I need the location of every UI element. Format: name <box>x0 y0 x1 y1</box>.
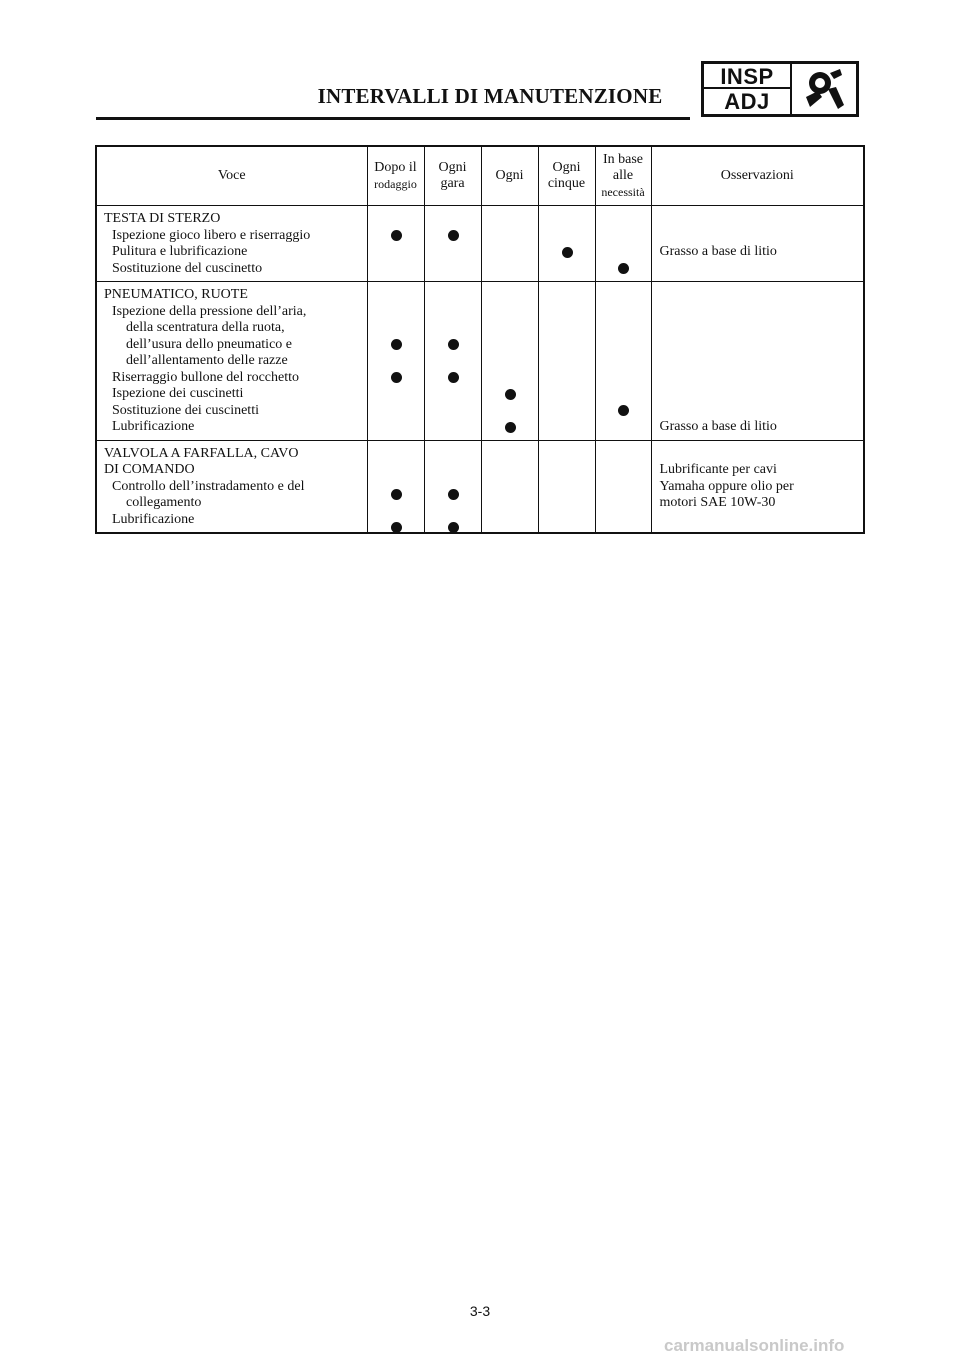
dopo-rodaggio-cell <box>367 440 424 533</box>
in-base-necessita-cell <box>595 206 651 282</box>
item-task: Sostituzione dei cuscinetti <box>112 402 259 418</box>
header-ogni-gara: Ogni gara <box>424 146 481 206</box>
maintenance-dot <box>448 489 459 500</box>
item-heading: TESTA DI STERZO <box>104 211 221 226</box>
in-base-necessita-cell <box>595 282 651 441</box>
remark-text: motori SAE 10W-30 <box>659 495 776 510</box>
maintenance-dot <box>505 422 516 433</box>
item-task: Ispezione dei cuscinetti <box>112 386 244 401</box>
voce-cell <box>96 206 367 282</box>
item-heading: VALVOLA A FARFALLA, CAVO <box>104 445 299 461</box>
maintenance-dot <box>448 339 459 350</box>
section-badge <box>701 61 859 117</box>
page-title: INTERVALLI DI MANUTENZIONE <box>317 84 663 108</box>
maintenance-dot <box>391 230 402 241</box>
header-ogni: Ogni <box>481 146 538 206</box>
dopo-rodaggio-cell <box>367 282 424 441</box>
table-row <box>96 206 864 282</box>
ogni-cinque-cell <box>538 282 595 441</box>
voce-cell <box>96 440 367 533</box>
maintenance-dot <box>391 489 402 500</box>
wrench-inspection-icon <box>800 67 848 111</box>
item-task: Lubrificazione <box>112 511 195 527</box>
item-task: Ispezione gioco libero e riserraggio <box>112 227 311 243</box>
ogni-cell <box>481 440 538 533</box>
ogni-gara-cell <box>424 440 481 533</box>
badge-text-column <box>704 64 792 114</box>
item-task-continued: della scentratura della ruota, <box>126 320 285 335</box>
remark-text: Yamaha oppure olio per <box>659 478 794 494</box>
header-rule <box>96 117 690 120</box>
ogni-cinque-cell <box>538 206 595 282</box>
header-osservazioni: Osservazioni <box>651 146 864 206</box>
table-row <box>96 440 864 533</box>
maintenance-dot <box>505 389 516 400</box>
osservazioni-cell <box>651 206 864 282</box>
item-heading: DI COMANDO <box>104 462 195 477</box>
item-task: Ispezione della pressione dell’aria, <box>112 303 307 319</box>
item-task: Riserraggio bullone del rocchetto <box>112 369 299 385</box>
voce-cell <box>96 282 367 441</box>
maintenance-dot <box>618 405 629 416</box>
table-row <box>96 282 864 441</box>
ogni-cinque-cell <box>538 440 595 533</box>
ogni-cell <box>481 282 538 441</box>
ogni-cell <box>481 206 538 282</box>
ogni-gara-cell <box>424 206 481 282</box>
item-task-continued: dell’usura dello pneumatico e <box>126 336 292 352</box>
watermark: carmanualsonline.info <box>664 1336 845 1355</box>
maintenance-dot <box>448 230 459 241</box>
remark-text: Grasso a base di litio <box>659 244 777 259</box>
maintenance-dot <box>391 522 402 533</box>
maintenance-dot <box>448 522 459 533</box>
item-task: Sostituzione del cuscinetto <box>112 260 263 276</box>
header-ogni-cinque: Ogni cinque <box>538 146 595 206</box>
maintenance-dot <box>391 339 402 350</box>
osservazioni-cell <box>651 440 864 533</box>
remark-text: Grasso a base di litio <box>659 419 777 434</box>
header-dopo-rodaggio: Dopo il rodaggio <box>367 146 424 206</box>
dopo-rodaggio-cell <box>367 206 424 282</box>
osservazioni-cell <box>651 282 864 441</box>
header-voce: Voce <box>96 146 367 206</box>
page-number: 3-3 <box>469 1303 491 1319</box>
badge-adj-label: ADJ <box>724 89 770 114</box>
item-task: Controllo dell’instradamento e del <box>112 478 305 494</box>
in-base-necessita-cell <box>595 440 651 533</box>
header-in-base-necessita: In base alle necessità <box>595 146 651 206</box>
ogni-gara-cell <box>424 282 481 441</box>
item-task: Pulitura e lubrificazione <box>112 244 248 259</box>
maintenance-dot <box>618 263 629 274</box>
item-heading: PNEUMATICO, RUOTE <box>104 287 248 302</box>
table-header-row <box>96 146 864 206</box>
maintenance-table <box>95 145 865 534</box>
item-task-continued: dell’allentamento delle razze <box>126 353 288 368</box>
badge-insp-label: INSP <box>704 64 790 89</box>
item-task: Lubrificazione <box>112 419 195 434</box>
maintenance-dot <box>391 372 402 383</box>
maintenance-dot <box>562 247 573 258</box>
maintenance-dot <box>448 372 459 383</box>
remark-text: Lubrificante per cavi <box>659 462 777 477</box>
item-task-continued: collegamento <box>126 495 202 510</box>
